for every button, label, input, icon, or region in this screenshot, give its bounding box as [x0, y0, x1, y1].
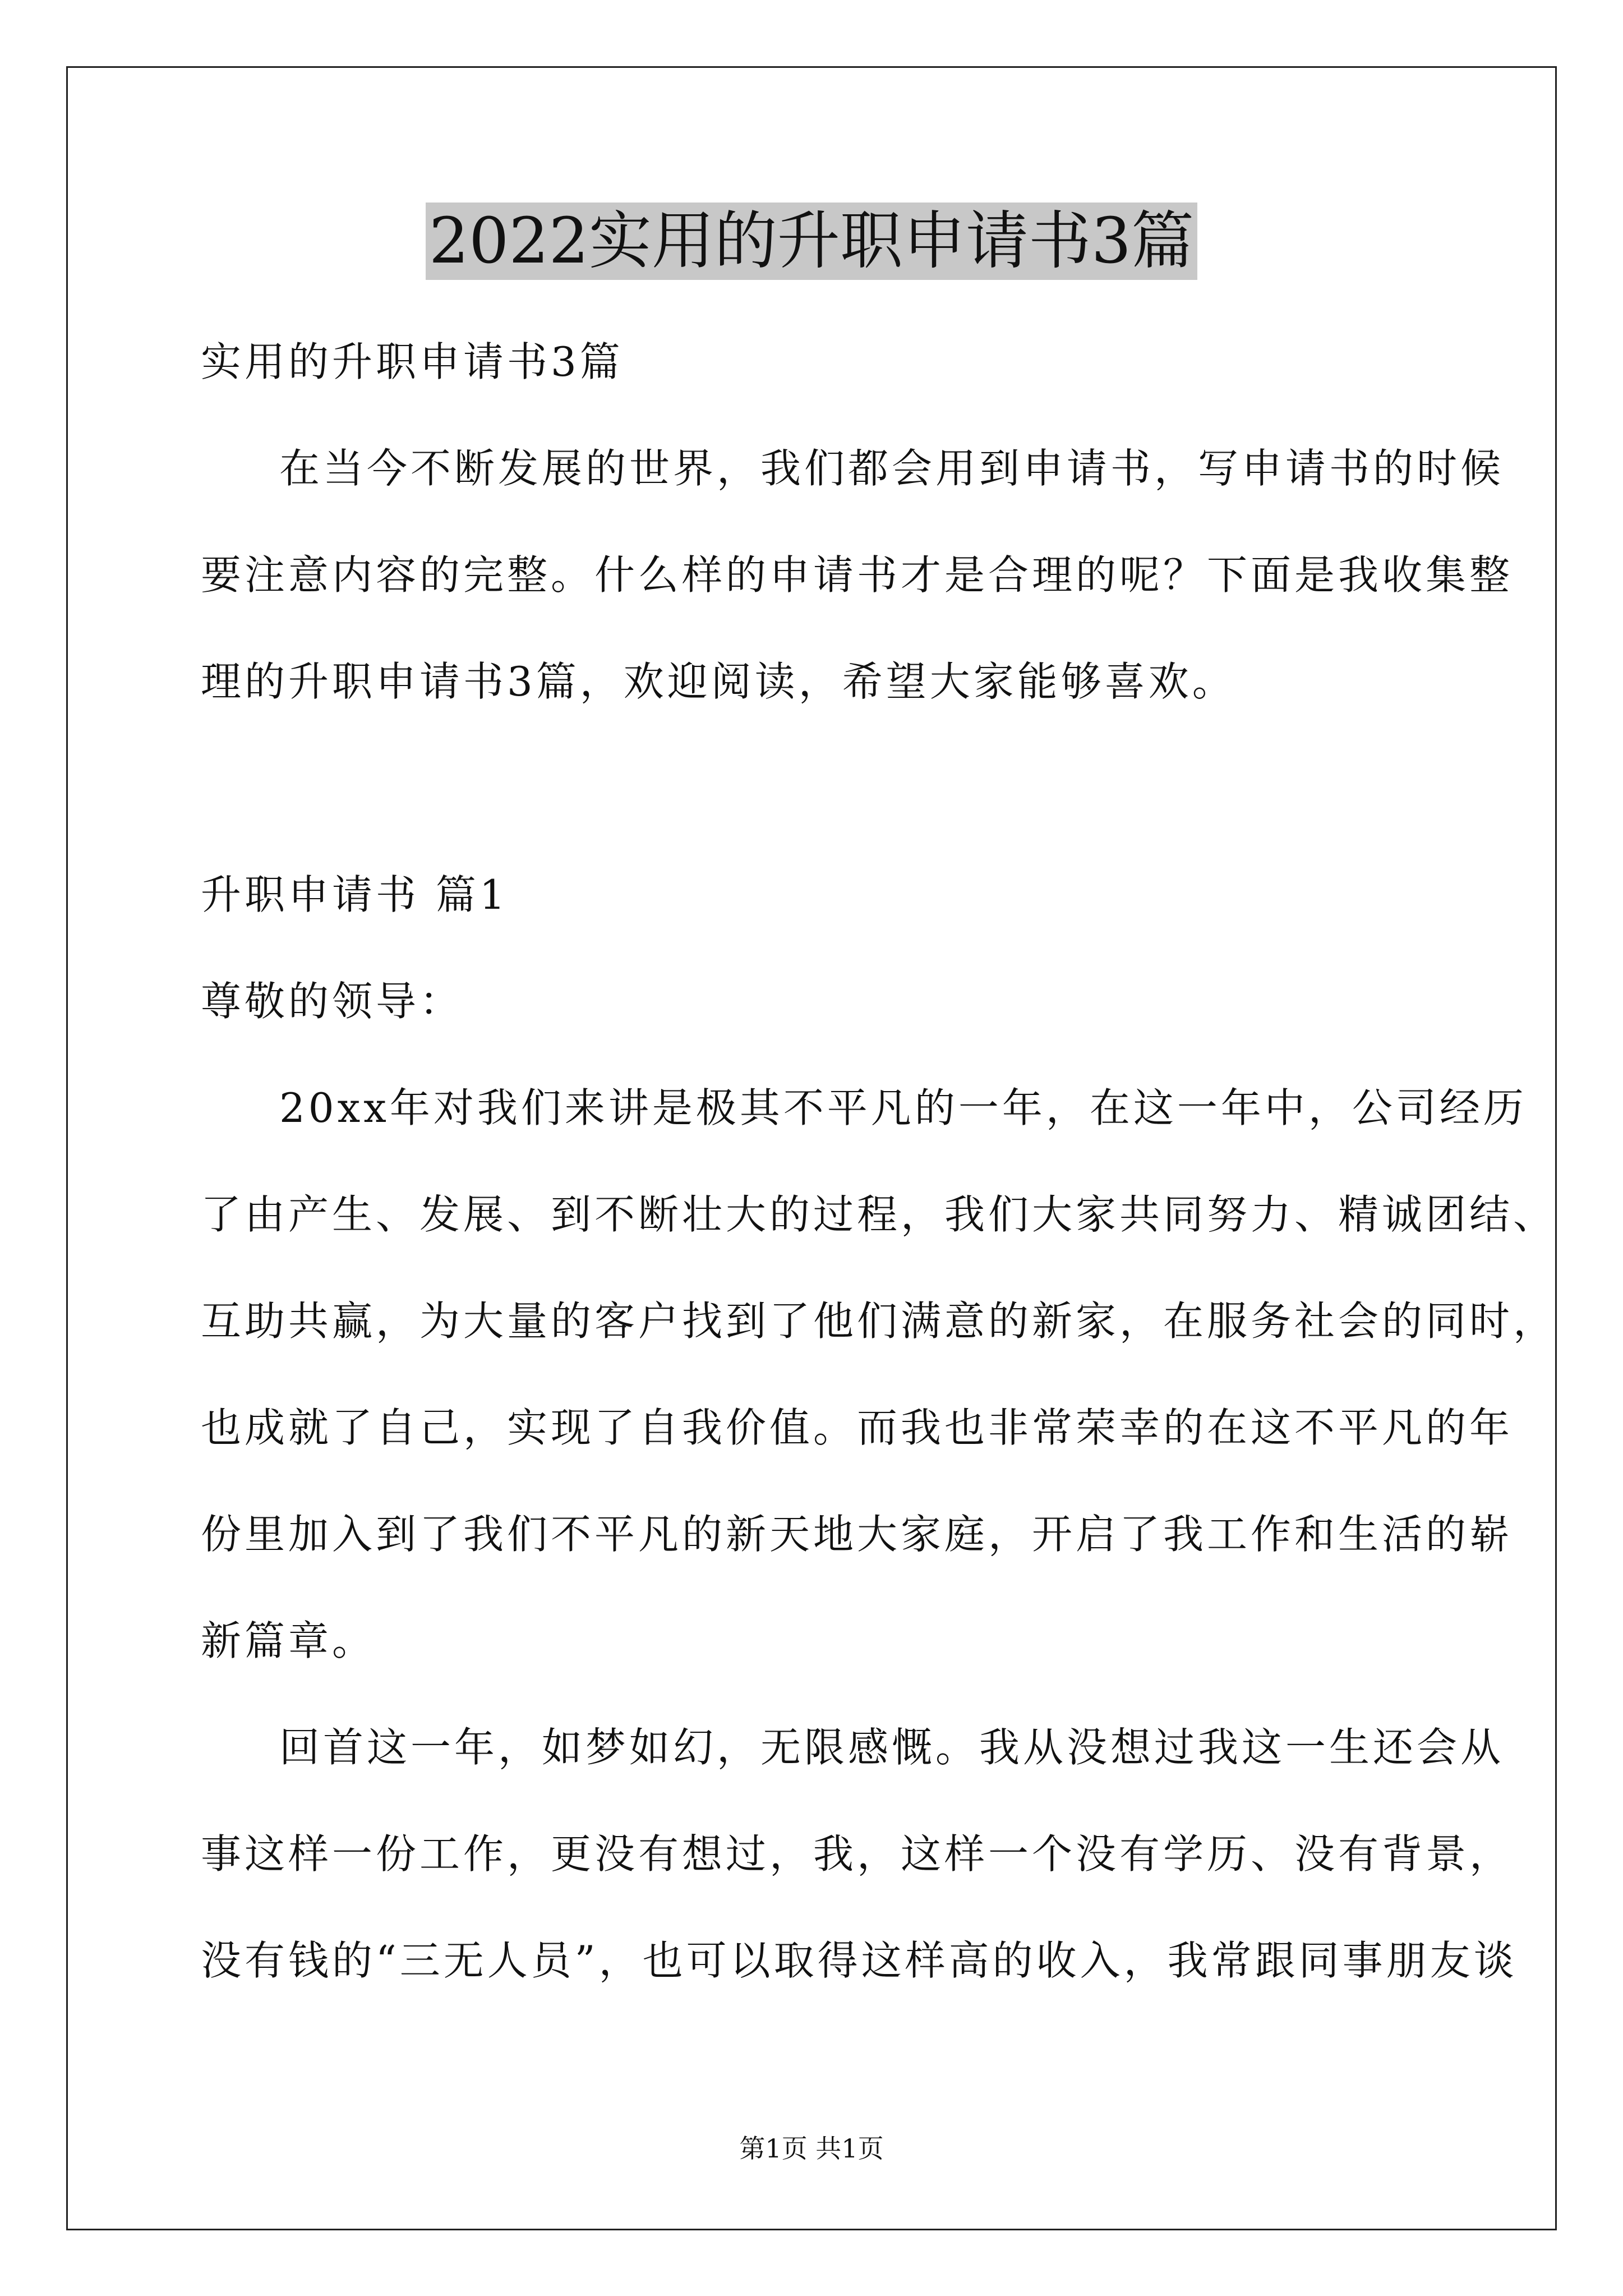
paragraph-line: 新篇章。 — [201, 1617, 376, 1664]
document-title — [0, 202, 1623, 280]
paragraph-line: 20xx年对我们来讲是极其不平凡的一年，在这一年中，公司经历 — [279, 1084, 1527, 1131]
paragraph-line: 没有钱的“三无人员”，也可以取得这样高的收入，我常跟同事朋友谈 — [201, 1937, 1518, 1984]
intro-line: 要注意内容的完整。什么样的申请书才是合理的呢？下面是我收集整 — [201, 551, 1514, 599]
document-title-text: 2022实用的升职申请书3篇 — [426, 203, 1197, 280]
salutation: 尊敬的领导： — [201, 978, 464, 1025]
paragraph-line: 了由产生、发展、到不断壮大的过程，我们大家共同努力、精诚团结、 — [201, 1191, 1557, 1238]
paragraph-line: 事这样一份工作，更没有想过，我，这样一个没有学历、没有背景， — [201, 1830, 1514, 1878]
page-footer: 第1页 共1页 — [739, 2133, 884, 2164]
paragraph-line: 回首这一年，如梦如幻，无限感慨。我从没想过我这一生还会从 — [279, 1724, 1505, 1771]
intro-line: 在当今不断发展的世界，我们都会用到申请书，写申请书的时候 — [279, 445, 1505, 492]
document-body — [201, 309, 1557, 2014]
section-heading: 升职申请书 篇1 — [201, 871, 509, 918]
document-subtitle: 实用的升职申请书3篇 — [201, 338, 624, 385]
paragraph-line: 份里加入到了我们不平凡的新天地大家庭，开启了我工作和生活的崭 — [201, 1511, 1514, 1558]
blank-line — [201, 735, 1491, 841]
paragraph-line: 互助共赢，为大量的客户找到了他们满意的新家，在服务社会的同时， — [201, 1297, 1557, 1345]
intro-line: 理的升职申请书3篇，欢迎阅读，希望大家能够喜欢。 — [201, 658, 1236, 705]
paragraph-line: 也成就了自己，实现了自我价值。而我也非常荣幸的在这不平凡的年 — [201, 1404, 1514, 1451]
